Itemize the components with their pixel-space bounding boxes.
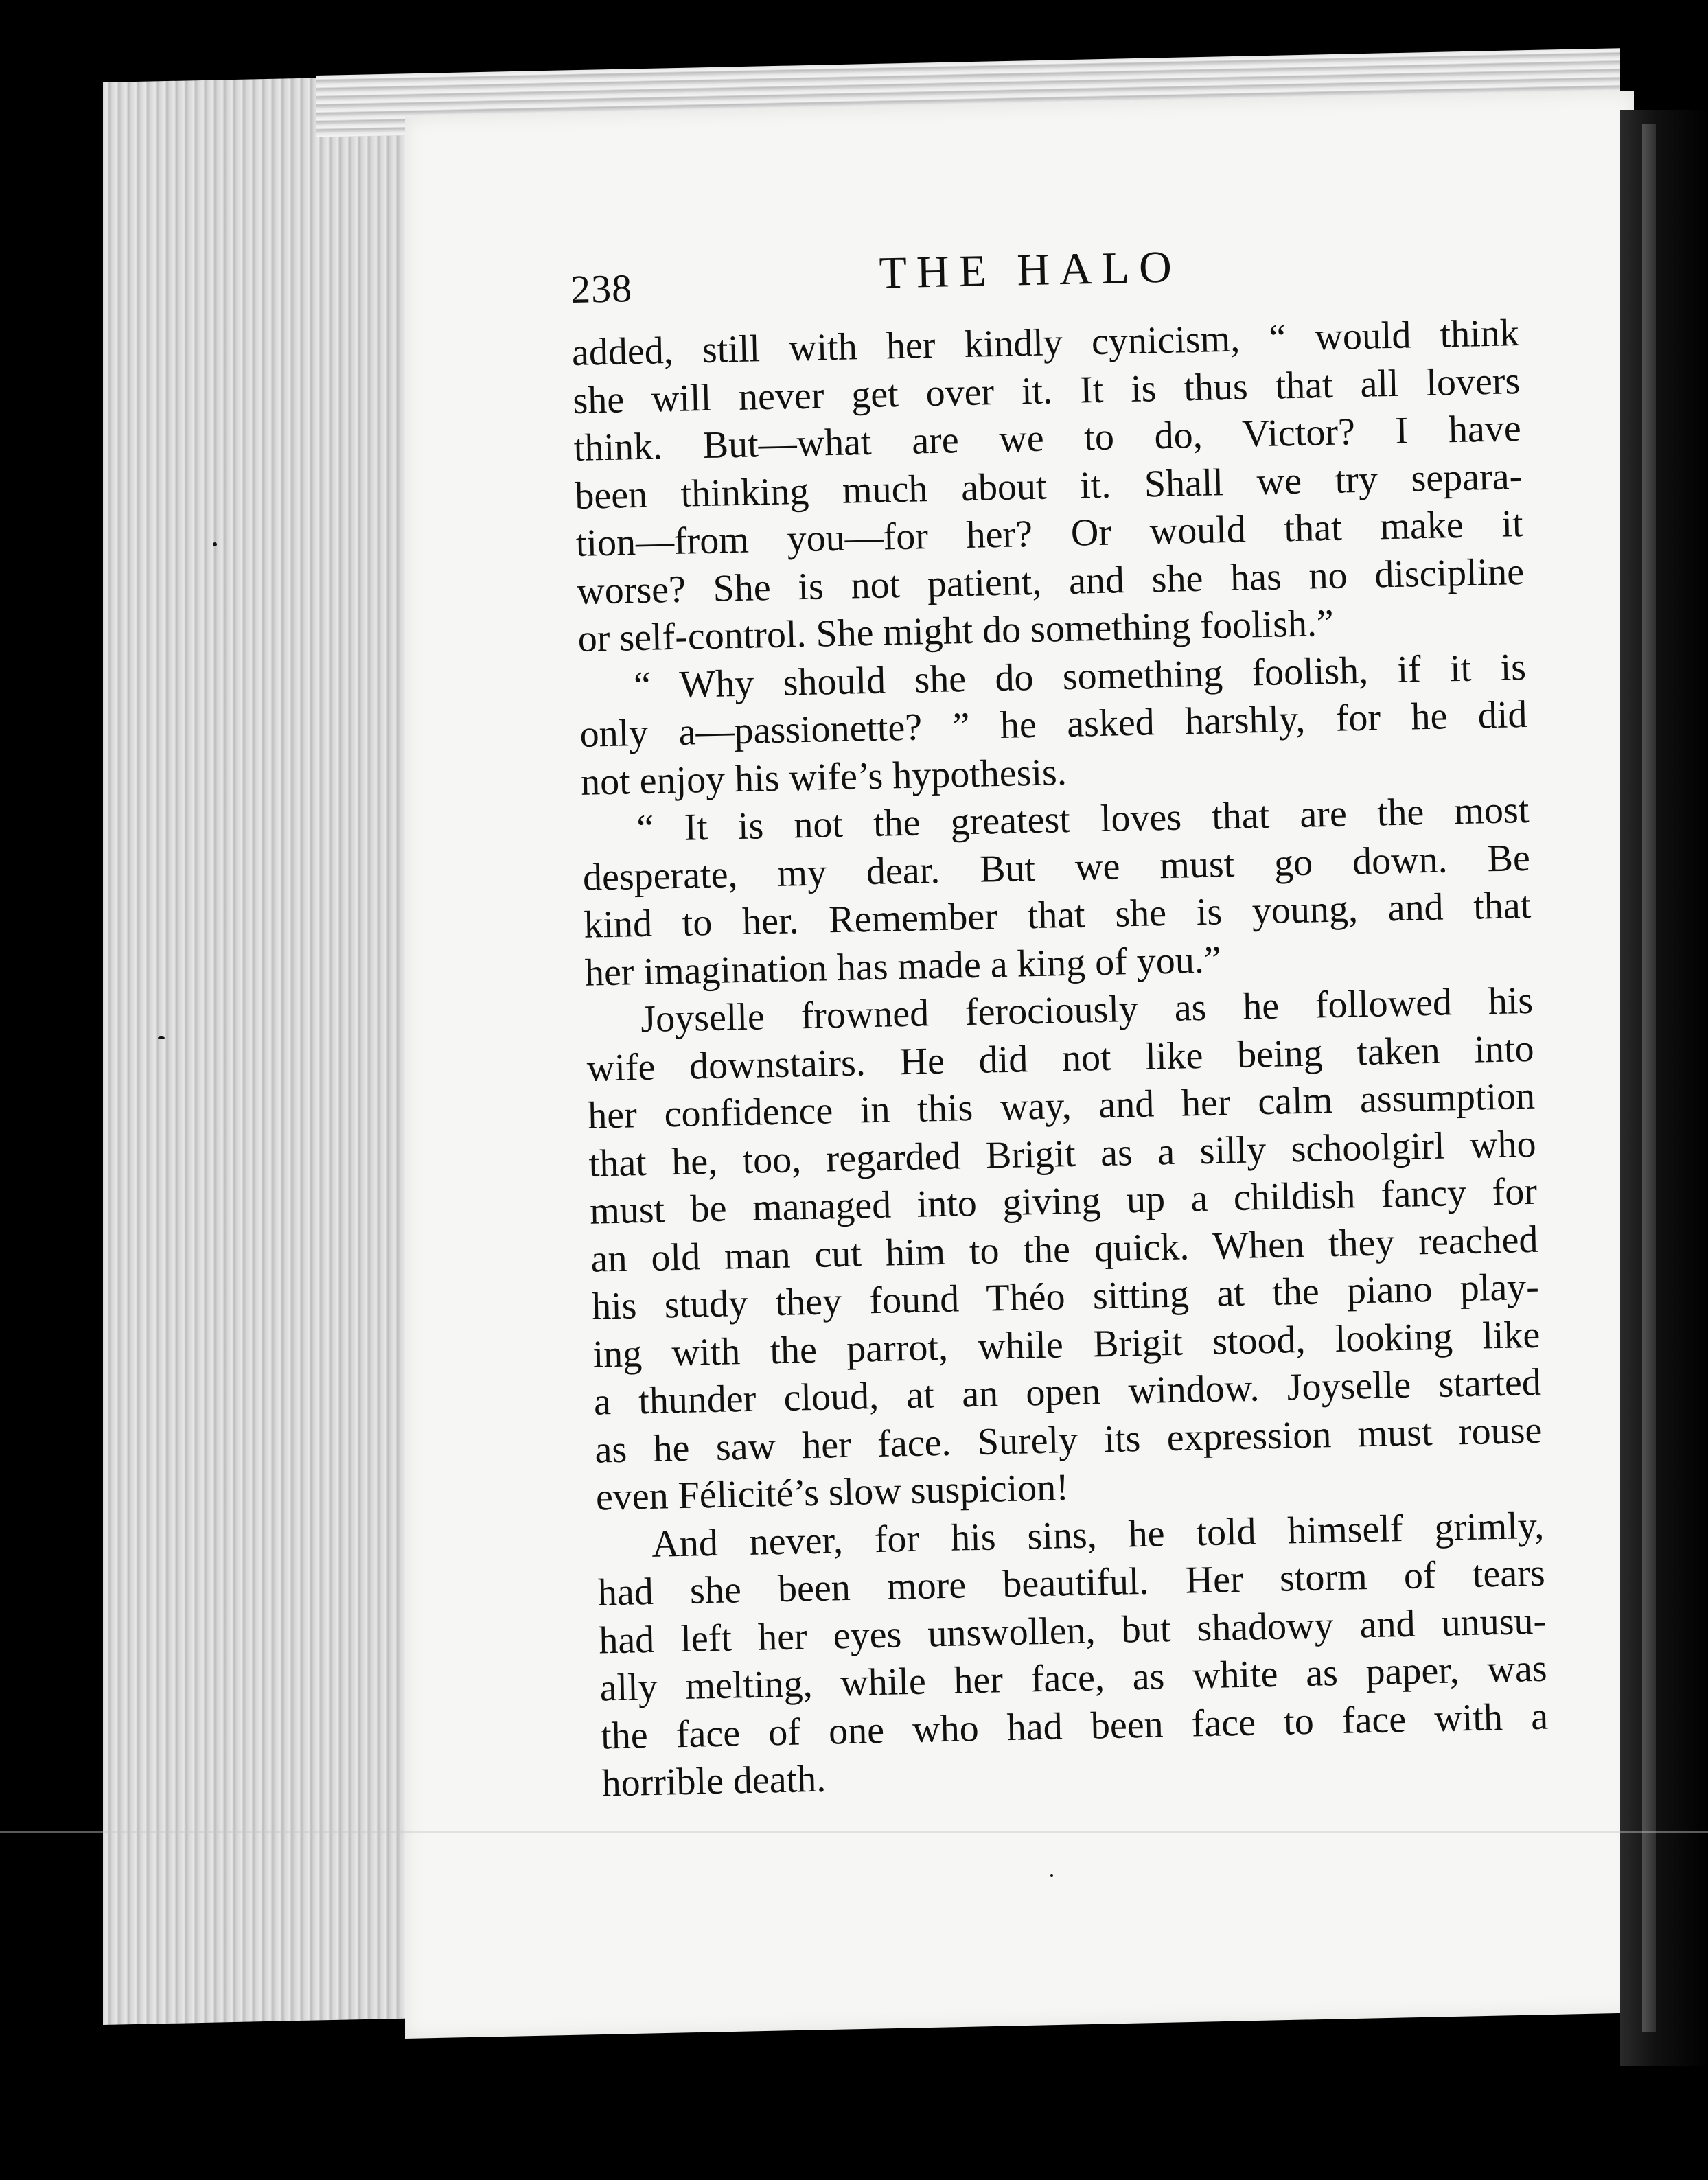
page-edge-stack — [103, 76, 426, 2025]
text-line: even Félicité’s slow suspicion! — [595, 1466, 1070, 1519]
text-line: added, still with her kindly cynicism, “ would think — [571, 312, 1520, 374]
paragraph — [578, 643, 1542, 807]
text-line: “ Why should she do something foolish, if it is — [633, 645, 1527, 707]
text-line: his study they found Théo sitting at the piano play- — [591, 1265, 1540, 1328]
text-line: a thunder cloud, at an open window. Joyselle started — [593, 1360, 1542, 1424]
text-line: think. But—what are we to do, Victor? I have — [573, 407, 1522, 469]
text-line: “ It is not the greatest loves that are the most — [636, 788, 1530, 850]
page-number: 238 — [570, 266, 633, 312]
paragraph — [597, 1502, 1563, 1808]
text-line: kind to her. Remember that she is young, and that — [583, 883, 1532, 947]
text-line: that he, too, regarded Brigit as a silly schoolgirl who — [588, 1122, 1537, 1185]
text-line: her confidence in this way, and her calm assumption — [587, 1074, 1536, 1137]
text-line: Joyselle frowned ferociously as he followed his — [640, 979, 1534, 1041]
paragraph — [586, 977, 1558, 1522]
text-line: must be managed into giving up a childish fancy for — [589, 1170, 1538, 1233]
dust-speck — [1050, 1874, 1053, 1877]
text-line: had left her eyes unswollen, but shadowy and unusu- — [598, 1599, 1547, 1662]
running-title: THE HALO — [878, 242, 1182, 299]
text-line: not enjoy his wife’s hypothesis. — [580, 750, 1068, 804]
text-line: only a—passionette? ” he asked harshly, for he did — [579, 693, 1528, 756]
text-line: ing with the parrot, while Brigit stood, looking like — [592, 1313, 1540, 1376]
text-line: she will never get over it. It is thus that all lovers — [572, 359, 1521, 422]
book-gutter-shadow — [1620, 110, 1708, 2066]
text-line: And never, for his sins, he told himself grimly, — [651, 1504, 1545, 1566]
text-line: worse? She is not patient, and she has no discipline — [576, 550, 1525, 613]
text-line: the face of one who had been face to face with a — [600, 1695, 1549, 1758]
paragraph — [581, 787, 1547, 997]
text-line: as he saw her face. Surely its expression must rouse — [594, 1408, 1543, 1472]
text-line: or self-control. She might do something foolish.” — [577, 601, 1335, 660]
text-line: had she been more beautiful. Her storm of tears — [597, 1551, 1546, 1614]
page-text-block — [570, 234, 1563, 1808]
scan-artifact-line — [0, 1831, 1708, 1833]
gutter-strip — [1642, 124, 1656, 2032]
text-line: tion—from you—for her? Or would that make it — [575, 502, 1524, 565]
text-line: an old man cut him to the quick. When they reached — [590, 1218, 1539, 1281]
text-line: desperate, my dear. But we must go down. Be — [582, 836, 1531, 899]
text-line: wife downstairs. He did not like being taken into — [586, 1027, 1535, 1090]
paragraph — [571, 310, 1539, 664]
text-line: been thinking much about it. Shall we try separa- — [574, 454, 1523, 518]
dust-speck — [213, 542, 217, 546]
text-line: her imagination has made a king of you.” — [584, 938, 1222, 995]
dust-speck — [158, 1036, 165, 1039]
text-line: ally melting, while her face, as white as paper, was — [599, 1647, 1548, 1710]
text-line: horrible death. — [601, 1757, 827, 1805]
